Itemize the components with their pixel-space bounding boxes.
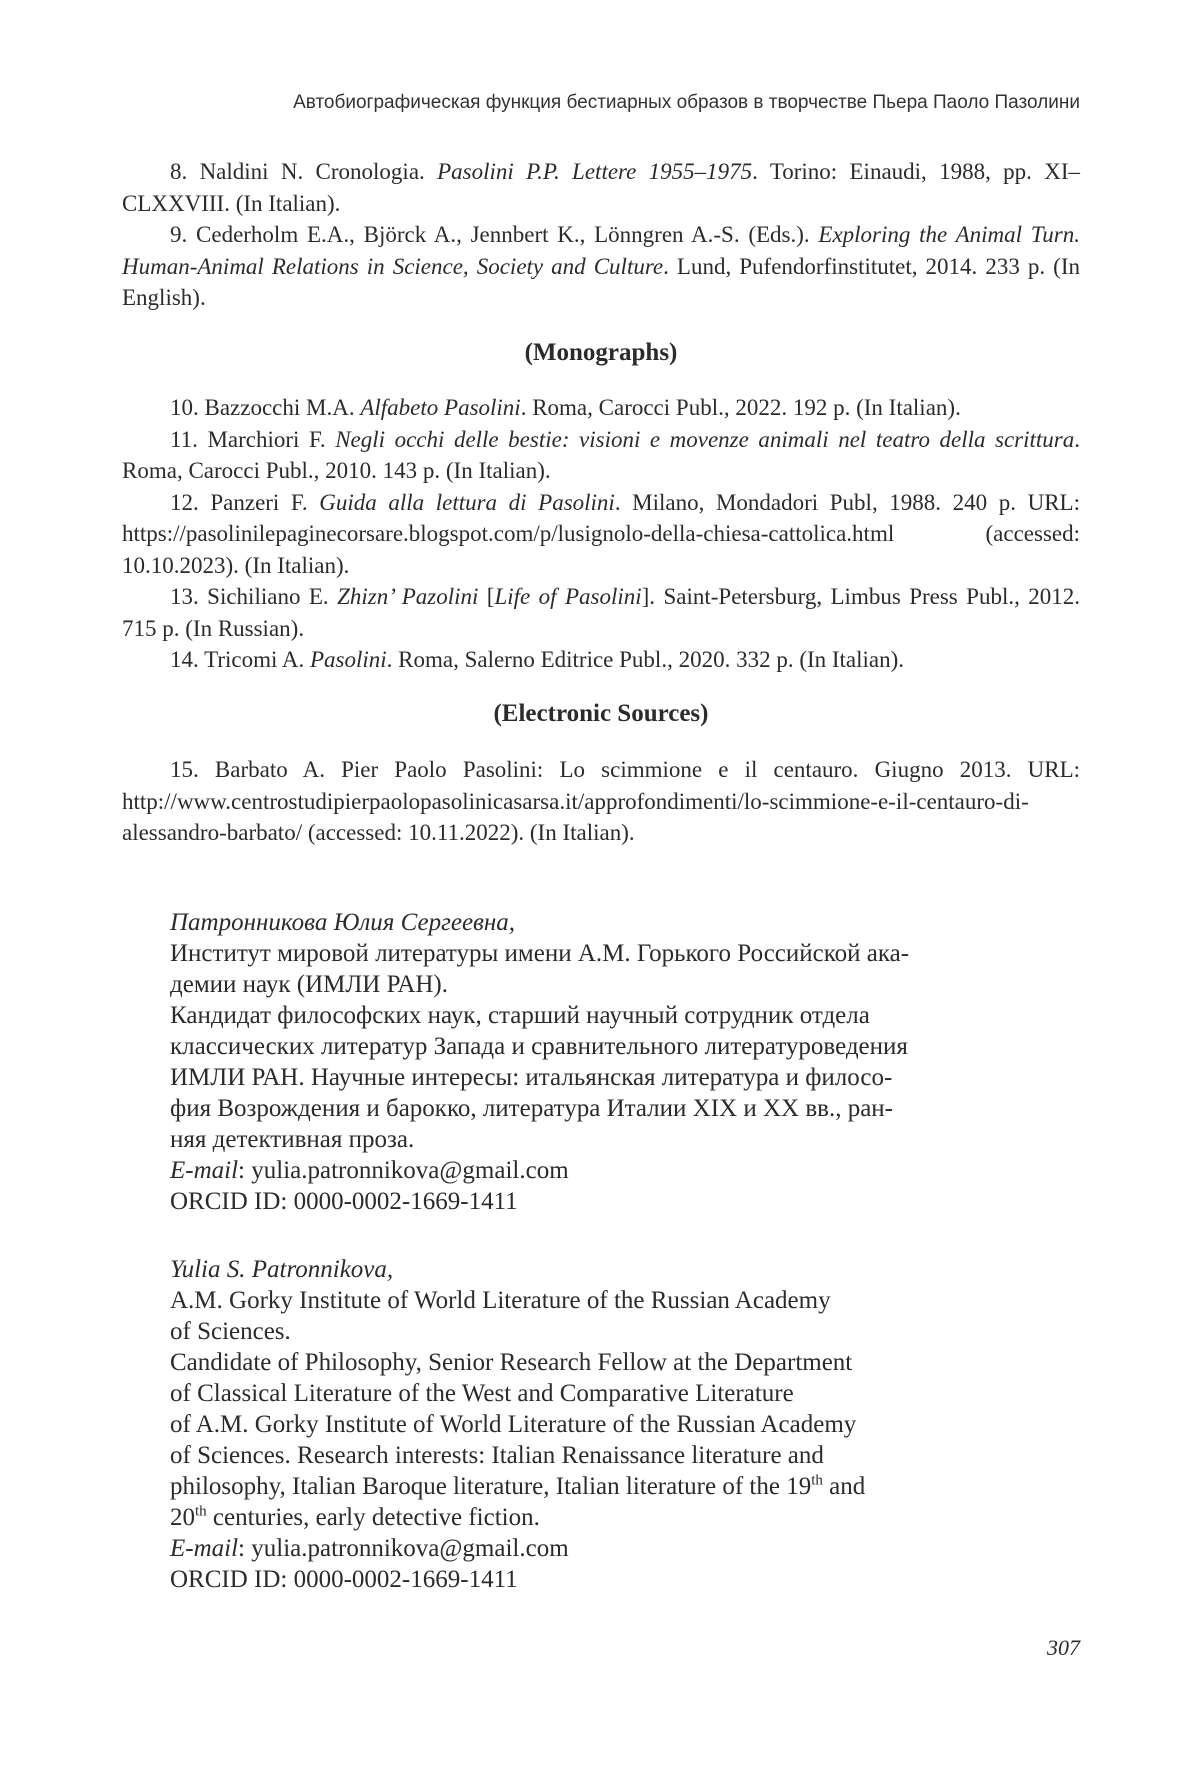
author-name: Патронникова Юлия Сергеевна, — [170, 909, 516, 936]
references-section — [122, 156, 1080, 849]
author-bio: фия Возрождения и барокко, литература Италии XIX и XX вв., ран- — [170, 1095, 893, 1122]
reference-text: Naldini N. Cronologia. — [199, 159, 438, 184]
author-bio: Candidate of Philosophy, Senior Research Fellow at the Department — [170, 1349, 853, 1376]
author-bio: of Sciences. Research interests: Italian Renaissance literature and — [170, 1442, 824, 1469]
author-orcid: ORCID ID: 0000-0002-1669-1411 — [170, 1566, 518, 1593]
reference-item — [122, 754, 1080, 849]
reference-text: . Milano, Mondadori Publ, 1988. 240 p. URL: https://pasolinilepaginecorsare.blogspot.com/p/lusignolo-della-chiesa-cattolica.html (accessed: 10.10.2023). (In Italian). — [122, 489, 1080, 578]
reference-text: . Torino: Einaudi, 1988, pp. XI– CLXXVIII. (In Italian). — [122, 159, 1081, 216]
author-email — [170, 1155, 1080, 1186]
section-heading-electronic-sources: (Electronic Sources) — [493, 699, 709, 727]
reference-text: Cederholm E.A., Björck A., Jennbert K., Lönngren A.-S. (Eds.). — [196, 222, 819, 247]
author-bio: няя детективная проза. — [170, 1126, 415, 1153]
author-affiliation: Институт мировой литературы имени А.М. Горького Российской ака- — [170, 940, 910, 967]
bio-text: centuries, early detective fiction. — [206, 1504, 540, 1531]
author-affiliation: демии наук (ИМЛИ РАН). — [170, 971, 449, 998]
page-number: 307 — [1047, 1635, 1080, 1660]
author-info-russian — [170, 907, 1080, 1217]
reference-item — [122, 424, 1080, 487]
reference-title: Exploring the Animal Turn. Human-Animal Relations in Science, Society and Culture — [122, 222, 1081, 279]
bio-text: philosophy, Italian Baroque literature, Italian literature of the 19 — [170, 1473, 812, 1500]
superscript: th — [811, 1472, 823, 1489]
journal-page — [122, 0, 1080, 1784]
reference-text: . Lund, Pufendorfinstitutet, 2014. 233 p. (In English). — [122, 253, 1080, 310]
author-bio: Кандидат философских наук, старший научный сотрудник отдела — [170, 1002, 870, 1029]
running-head: Автобиографическая функция бестиарных образов в творчестве Пьера Паоло Пазолини — [293, 92, 1080, 113]
author-bio: of A.M. Gorky Institute of World Literature of the Russian Academy — [170, 1411, 857, 1438]
author-affiliation: of Sciences. — [170, 1318, 291, 1345]
author-bio: of Classical Literature of the West and Comparative Literature — [170, 1380, 794, 1407]
reference-title: Alfabeto Pasolini — [360, 395, 521, 420]
reference-item — [122, 156, 1080, 219]
author-orcid: ORCID ID: 0000-0002-1669-1411 — [170, 1188, 518, 1215]
reference-text: . Roma, Carocci Publ., 2010. 143 p. (In Italian). — [122, 426, 1080, 483]
author-name: Yulia S. Patronnikova, — [170, 1256, 394, 1283]
reference-text: Tricomi A. — [204, 647, 310, 672]
bio-text: and — [822, 1473, 866, 1500]
reference-number: 11. — [170, 426, 198, 452]
reference-title: Negli occhi delle bestie: visioni e movenze animali nel teatro della scrittura — [335, 426, 1075, 452]
email-address: : yulia.patronnikova@gmail.com — [238, 1535, 569, 1562]
reference-text: Sichiliano E. — [207, 584, 338, 609]
author-info-english — [170, 1254, 1080, 1595]
reference-text: [ — [478, 584, 495, 609]
reference-item — [122, 487, 1080, 582]
bio-text: 20 — [170, 1504, 195, 1531]
author-email — [170, 1533, 1080, 1564]
author-bio — [170, 1471, 1080, 1502]
email-label: E-mail — [170, 1535, 239, 1562]
reference-title: Pasolini P.P. Lettere 1955–1975 — [437, 159, 753, 184]
section-heading-monographs: (Monographs) — [524, 338, 678, 366]
reference-title-translation: Life of Pasolini — [494, 584, 642, 609]
reference-text: Barbato A. Pier Paolo Pasolini: Lo scimmione e il centauro. Giugno 2013. URL: http://www.centrostudipierpaolopasolinicasarsa.it/approfondimenti/lo-scimmione-e-il-centauro-di-alessandro-barbato/ (accessed: 10.11.2022). (In Italian). — [122, 757, 1081, 845]
reference-title: Zhizn’ Pazolini — [337, 584, 479, 609]
reference-text: Marchiori F. — [207, 426, 336, 452]
email-address: : yulia.patronnikova@gmail.com — [238, 1157, 569, 1184]
reference-number: 12. — [170, 489, 199, 515]
reference-number: 13. — [170, 584, 199, 609]
reference-text: . Roma, Salerno Editrice Publ., 2020. 332 p. (In Italian). — [386, 647, 905, 672]
email-label: E-mail — [170, 1157, 239, 1184]
author-affiliation: A.M. Gorky Institute of World Literature of the Russian Academy — [170, 1287, 831, 1314]
reference-text: . Roma, Carocci Publ., 2022. 192 p. (In Italian). — [520, 395, 961, 420]
superscript: th — [195, 1503, 207, 1520]
author-bio — [170, 1502, 1080, 1533]
reference-title: Pasolini — [309, 647, 387, 672]
author-bio: классических литератур Запада и сравнительного литературоведения — [170, 1033, 908, 1060]
reference-number: 8. — [170, 159, 188, 184]
reference-text: Panzeri F. — [210, 489, 320, 515]
reference-number: 14. — [170, 647, 199, 672]
reference-number: 9. — [170, 222, 188, 247]
reference-number: 15. — [170, 757, 199, 782]
reference-item — [122, 644, 1080, 676]
reference-item — [122, 581, 1080, 644]
reference-text: Bazzocchi M.A. — [204, 395, 361, 420]
reference-title: Guida alla lettura di Pasolini — [319, 489, 615, 515]
reference-number: 10. — [170, 395, 199, 420]
reference-item — [122, 392, 1080, 424]
author-bio: ИМЛИ РАН. Научные интересы: итальянская литература и филосо- — [170, 1064, 893, 1091]
reference-text: ]. Saint-Petersburg, Limbus Press Publ., 2012. 715 p. (In Russian). — [122, 584, 1081, 641]
reference-item — [122, 219, 1080, 314]
